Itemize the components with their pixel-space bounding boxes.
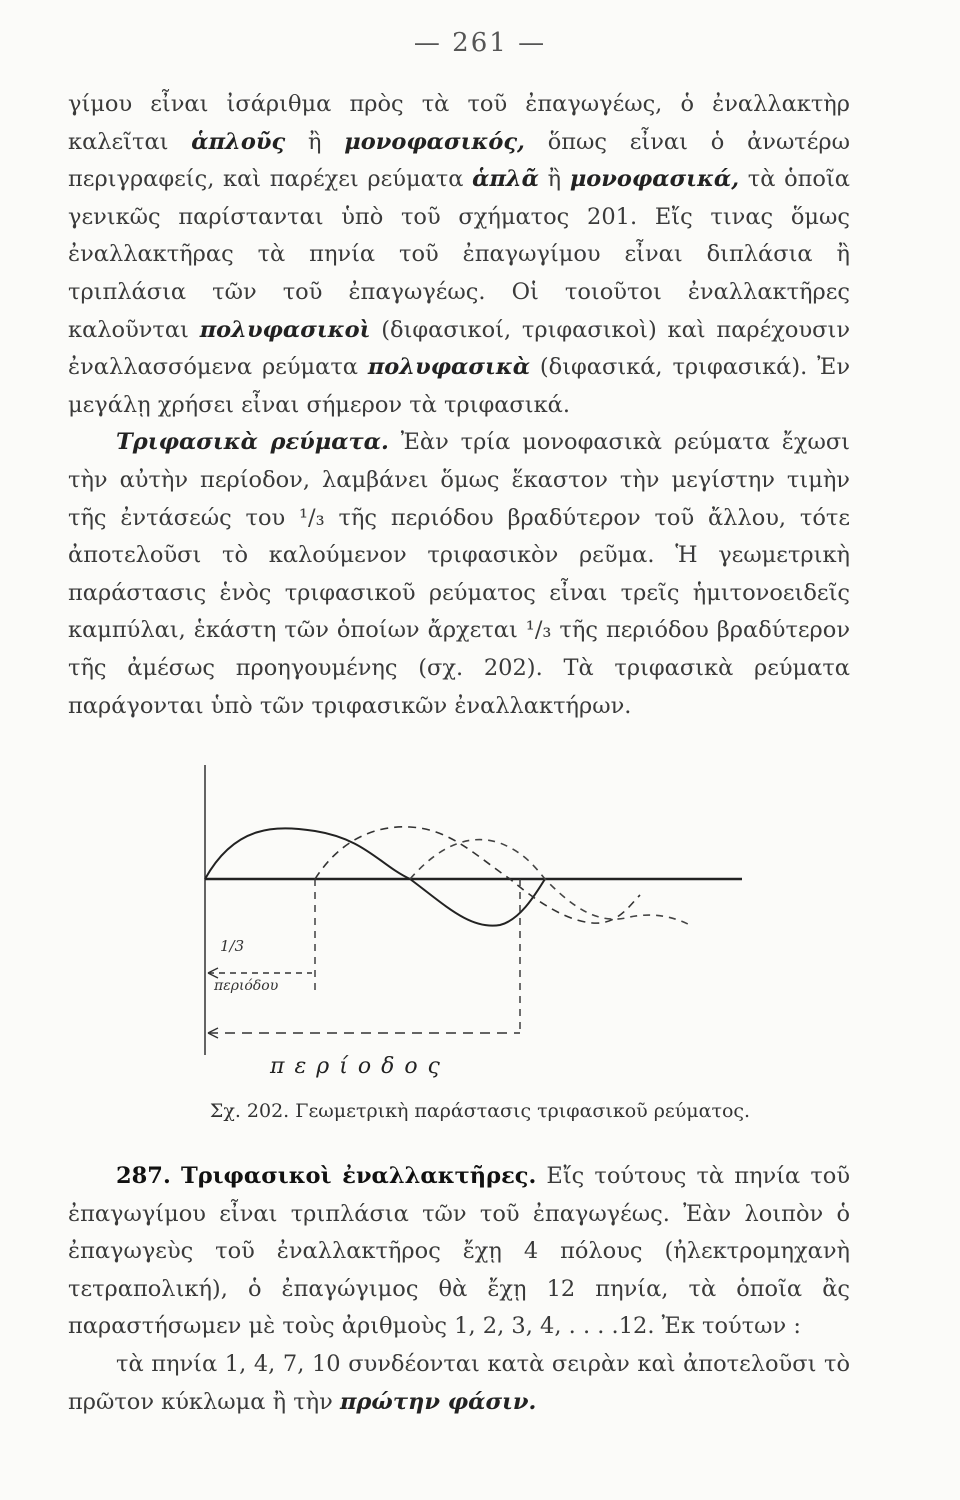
term-monophase: μονοφασικός, [344,128,525,155]
text-run: Ἐὰν τρία μονοφασικὰ ρεύματα ἔχωσι τὴν αὐτὴν περίοδον, λαμβάνει ὅμως ἕκαστον τὴν μεγίστην τιμὴν τῆς ἐντάσεώς του ¹/₃ τῆς περιόδου βραδύτερον τοῦ ἄλλου, τότε ἀποτελοῦσι τὸ καλούμενον τριφασικὸν ρεῦμα. Ἡ γεωμετρικὴ παράστασις ἑνὸς τριφασικοῦ ρεύματος εἶναι τρεῖς ἡμιτονοειδεῖς καμπύλαι, ἑκάστη τῶν ὁποίων ἄρχεται ¹/₃ τῆς περιόδου βραδύτερον τῆς ἀμέσως προηγουμένης (σχ. 202). Τὰ τριφασικὰ ρεύματα παράγονται ὑπὸ τῶν τριφασικῶν ἐναλλακτήρων. [68,429,850,719]
paragraph-three-phase [68,424,850,725]
figure-caption: Σχ. 202. Γεωμετρικὴ παράστασις τριφασικοῦ ρεύματος. [209,1100,751,1122]
phase-2-curve [315,827,640,923]
body-text-bottom [68,1158,850,1421]
page-number: — 261 — [413,28,547,58]
term-polyphase: πολυφασικοὶ [199,316,371,343]
section-number: 287. [116,1163,171,1189]
period-label: περίοδος [270,1054,450,1079]
third-period-label: περιόδου [214,978,279,994]
term-monophase-currents: μονοφασικά, [569,166,740,193]
text-run: ἢ [285,128,345,155]
text-run: (διφασικοί, τριφασικοὶ) καὶ παρέχουσιν ἐναλλασσόμενα ρεύματα [68,316,850,381]
term-simple-currents: ἁπλᾶ [472,166,539,193]
fraction-label: 1/3 [220,937,245,955]
section-287 [68,1158,850,1346]
term-polyphase-currents: πολυφασικὰ [367,354,531,381]
paragraph-coils [68,1346,850,1421]
section-title: Τριφασικοὶ ἐναλλακτῆρες. [180,1163,537,1189]
body-text-top [68,86,850,725]
term-simple: ἁπλοῦς [191,128,286,155]
text-run: τὰ ὁποῖα γενικῶς παρίστανται ὑπὸ τοῦ σχήματος 201. Εἴς τινας ὅμως ἐναλλακτῆρας τὰ πηνία τοῦ ἐπαγωγίμου εἶναι διπλάσια ἢ τριπλάσια τῶν τοῦ ἐπαγωγέως. Οἱ τοιοῦτοι ἐναλλακτῆρες καλοῦνται [68,166,850,343]
phase-1-curve [205,828,545,925]
heading-three-phase-currents: Τριφασικὰ ρεύματα. [116,429,389,456]
text-run: Εἴς τούτους τὰ πηνία τοῦ ἐπαγωγίμου εἶναι τριπλάσια τῶν τοῦ ἐπαγωγέως. Ἐὰν λοιπὸν ὁ ἐπαγωγεὺς τοῦ ἐναλλακτῆρος ἔχῃ 4 πόλους (ἠλεκτρομηχανὴ τετραπολική), ὁ ἐπαγώγιμος θὰ ἔχῃ 12 πηνία, τὰ ὁποῖα ἂς παραστήσωμεν μὲ τοὺς ἀριθμοὺς 1, 2, 3, 4, . . . .12. Ἐκ τούτων : [68,1163,851,1340]
paragraph-alternators [68,86,850,424]
three-phase-figure [190,755,750,1085]
term-first-phase: πρώτην φάσιν. [339,1388,537,1415]
text-run: ἢ [539,166,570,193]
text-run: (διφασικά, τριφασικά). Ἐν μεγάλῃ χρήσει εἶναι σήμερον τὰ τριφασικά. [68,354,850,418]
text-run: τὰ πηνία 1, 4, 7, 10 συνδέονται κατὰ σειρὰν καὶ ἀποτελοῦσι τὸ πρῶτον κύκλωμα ἢ τὴν [68,1350,850,1415]
text-run: γίμου εἶναι ἰσάριθμα πρὸς τὰ τοῦ ἐπαγωγέως, ὁ ἐναλλακτὴρ καλεῖται [68,91,850,155]
text-run: ὅπως εἶναι ὁ ἀνωτέρω περιγραφείς, καὶ παρέχει ρεύματα [68,128,850,193]
phase-3-curve [410,840,690,925]
